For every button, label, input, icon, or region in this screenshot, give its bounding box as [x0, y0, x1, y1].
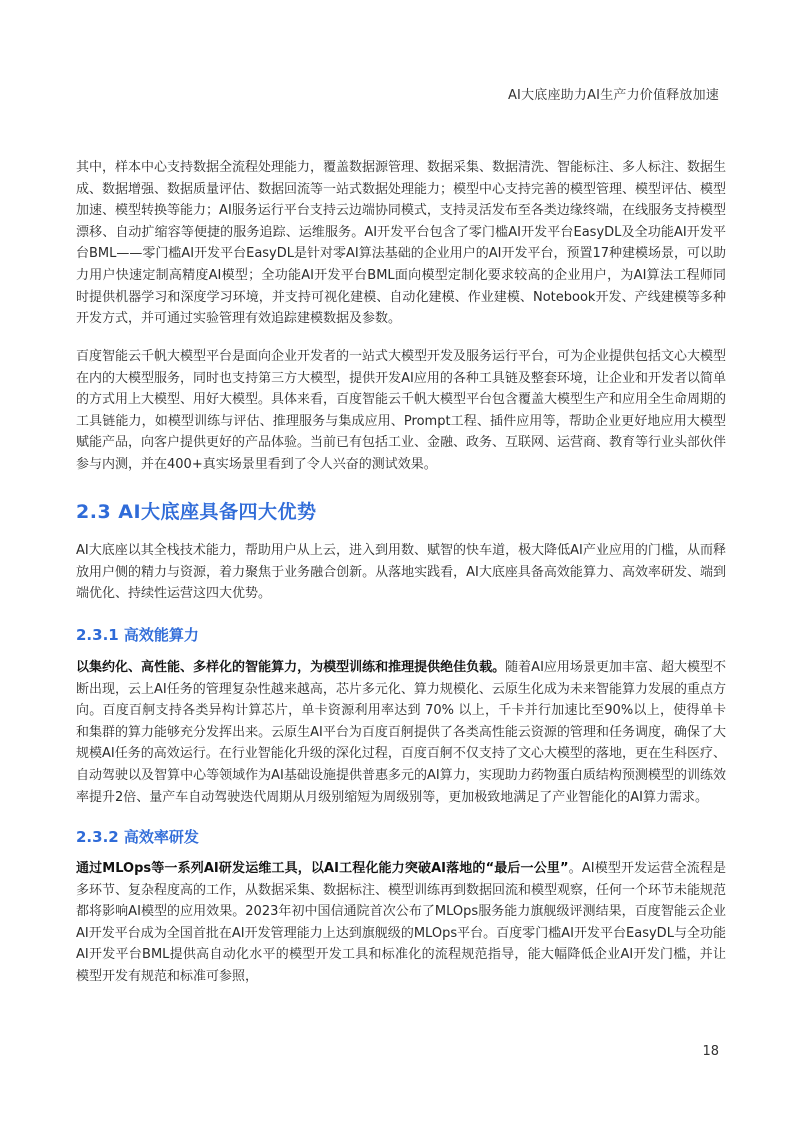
paragraph-body: 随着AI应用场景更加丰富、超大模型不断出现，云上AI任务的管理复杂性越来越高，芯片多元化、算力规模化、云原生化成为未来智能算力发展的重点方向。百度百舸支持各类异构计算芯片，单卡资源利用率达到 70% 以上，千卡并行加速比至90%以上，使得单卡和集群的算力能够充分发挥出来。云原生AI平台为百度百舸提供了各类高性能云资源的管理和任务调度，确保了大规模AI任务的高效运行。在行业智能化升级的深化过程，百度百舸不仅支持了文心大模型的落地，更在生科医疗、自动驾驶以及智算中心等领域作为AI基础设施提供普惠多元的AI算力，实现助力药物蛋白质结构预测模型的训练效率提升2倍、量产车自动驾驶迭代周期从月级别缩短为周级别等，更加极致地满足了产业智能化的AI算力需求。	[76, 660, 726, 805]
paragraph-body: 。AI模型开发运营全流程是多环节、复杂程度高的工作，从数据采集、数据标注、模型训练再到数据回流和模型观察，任何一个环节未能规范都将影响AI模型的应用效果。2023年初中国信通院首次公布了MLOps服务能力旗舰级评测结果，百度智能云企业AI开发平台成为全国首批在AI开发管理能力上达到旗舰级的MLOps平台。百度零门槛AI开发平台EasyDL与全功能AI开发平台BML提供高自动化水平的模型开发工具和标准化的流程规范指导，能大幅降低企业AI开发门槛，并让模型开发有规范和标准可参照，	[76, 861, 727, 984]
paragraph-lead-bold: 以集约化、高性能、多样化的智能算力，为模型训练和推理提供绝佳负载。	[76, 660, 506, 675]
paragraph-rd-efficiency	[76, 858, 726, 988]
subsection-heading-2-3-2: 2.3.2 高效率研发	[76, 828, 199, 846]
section-heading-2-3: 2.3 AI大底座具备四大优势	[76, 501, 317, 523]
page-number: 18	[702, 1044, 719, 1059]
paragraph-lead-bold: 通过MLOps等一系列AI研发运维工具，以AI工程化能力突破AI落地的“最后一公里”	[76, 861, 569, 876]
paragraph-data-center: 其中，样本中心支持数据全流程处理能力，覆盖数据源管理、数据采集、数据清洗、智能标注、多人标注、数据生成、数据增强、数据质量评估、数据回流等一站式数据处理能力；模型中心支持完善的模型管理、模型评估、模型加速、模型转换等能力；AI服务运行平台支持云边端协同模式，支持灵活发布至各类边缘终端，在线服务支持模型漂移、自动扩缩容等便捷的服务追踪、运维服务。AI开发平台包含了零门槛AI开发平台EasyDL及全功能AI开发平台BML——零门槛AI开发平台EasyDL是针对零AI算法基础的企业用户的AI开发平台，预置17种建模场景，可以助力用户快速定制高精度AI模型；全功能AI开发平台BML面向模型定制化要求较高的企业用户，为AI算法工程师同时提供机器学习和深度学习环境，并支持可视化建模、自动化建模、作业建模、Notebook开发、产线建模等多种开发方式，并可通过实验管理有效追踪建模数据及参数。	[76, 160, 727, 327]
running-header: AI大底座助力AI生产力价值释放加速	[507, 88, 719, 103]
paragraph-qianfan-platform: 百度智能云千帆大模型平台是面向企业开发者的一站式大模型开发及服务运行平台，可为企业提供包括文心大模型在内的大模型服务，同时也支持第三方大模型，提供开发AI应用的各种工具链及整套环境，让企业和开发者以简单的方式用上大模型、用好大模型。具体来看，百度智能云千帆大模型平台包含覆盖大模型生产和应用全生命周期的工具链能力，如模型训练与评估、推理服务与集成应用、Prompt工程、插件应用等，帮助企业更好地应用大模型赋能产品，向客户提供更好的产品体验。当前已有包括工业、金融、政务、互联网、运营商、教育等行业头部伙伴参与内测，并在400+真实场景里看到了令人兴奋的测试效果。	[76, 349, 727, 472]
paragraph-computing-power	[76, 657, 726, 808]
paragraph-four-advantages: AI大底座以其全栈技术能力，帮助用户从上云，进入到用数、赋智的快车道，极大降低AI产业应用的门槛，从而释放用户侧的精力与资源，着力聚焦于业务融合创新。从落地实践看，AI大底座具备高效能算力、高效率研发、端到端优化、持续性运营这四大优势。	[76, 543, 726, 602]
subsection-heading-2-3-1: 2.3.1 高效能算力	[76, 626, 199, 644]
